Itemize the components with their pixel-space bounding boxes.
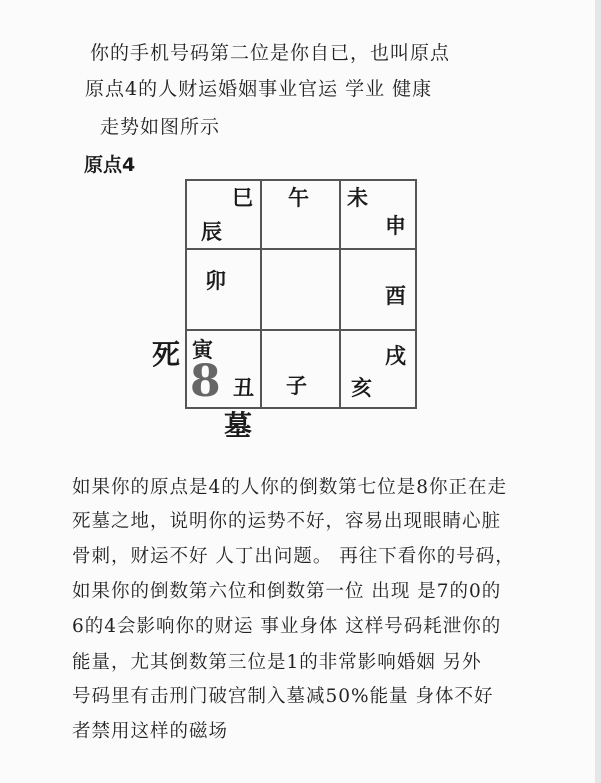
- branch-yin: 寅: [192, 338, 213, 362]
- branch-chou: 丑: [233, 376, 254, 400]
- body-line-6: 能量，尤其倒数第三位是1的非常影响婚姻 另外: [72, 652, 482, 673]
- body-line-3: 骨刺，财运不好 人丁出问题。 再往下看你的号码，: [72, 546, 515, 567]
- branch-shen: 申: [385, 214, 406, 238]
- page-edge-shadow: [595, 0, 601, 783]
- body-line-7: 号码里有击刑门破宫制入墓减50%能量 身体不好: [72, 686, 494, 707]
- branch-si: 巳: [232, 186, 253, 210]
- body-line-1: 如果你的原点是4的人你的倒数第七位是8你正在走: [72, 477, 508, 498]
- branch-zi: 子: [286, 374, 307, 398]
- branch-xu: 戌: [385, 344, 406, 368]
- branch-hai: 亥: [351, 376, 372, 400]
- side-label-death: 死: [152, 338, 181, 371]
- branch-you: 酉: [385, 284, 406, 308]
- body-line-8: 者禁用这样的磁场: [72, 721, 229, 742]
- body-line-5: 6的4会影响你的财运 事业身体 这样号码耗泄你的: [72, 616, 502, 637]
- grid-divider-horizontal-2: [187, 329, 415, 331]
- grid-divider-vertical-1: [260, 181, 262, 407]
- intro-line-3: 走势如图所示: [100, 116, 221, 138]
- section-title: 原点4: [84, 154, 136, 176]
- marker-number: 8: [190, 356, 221, 407]
- branch-wei: 未: [347, 186, 368, 210]
- body-line-2: 死墓之地，说明你的运势不好，容易出现眼睛心脏: [72, 511, 502, 532]
- intro-line-2: 原点4的人财运婚姻事业官运 学业 健康: [85, 78, 433, 100]
- branch-mao: 卯: [205, 269, 226, 293]
- side-label-tomb: 墓: [224, 409, 253, 442]
- branch-chen: 辰: [201, 220, 222, 244]
- body-line-4: 如果你的倒数第六位和倒数第一位 出现 是7的0的: [72, 581, 502, 602]
- grid-divider-horizontal-1: [187, 248, 415, 250]
- grid-divider-vertical-2: [339, 181, 341, 407]
- intro-line-1: 你的手机号码第二位是你自已，也叫原点: [90, 42, 451, 64]
- branch-wu: 午: [288, 186, 309, 210]
